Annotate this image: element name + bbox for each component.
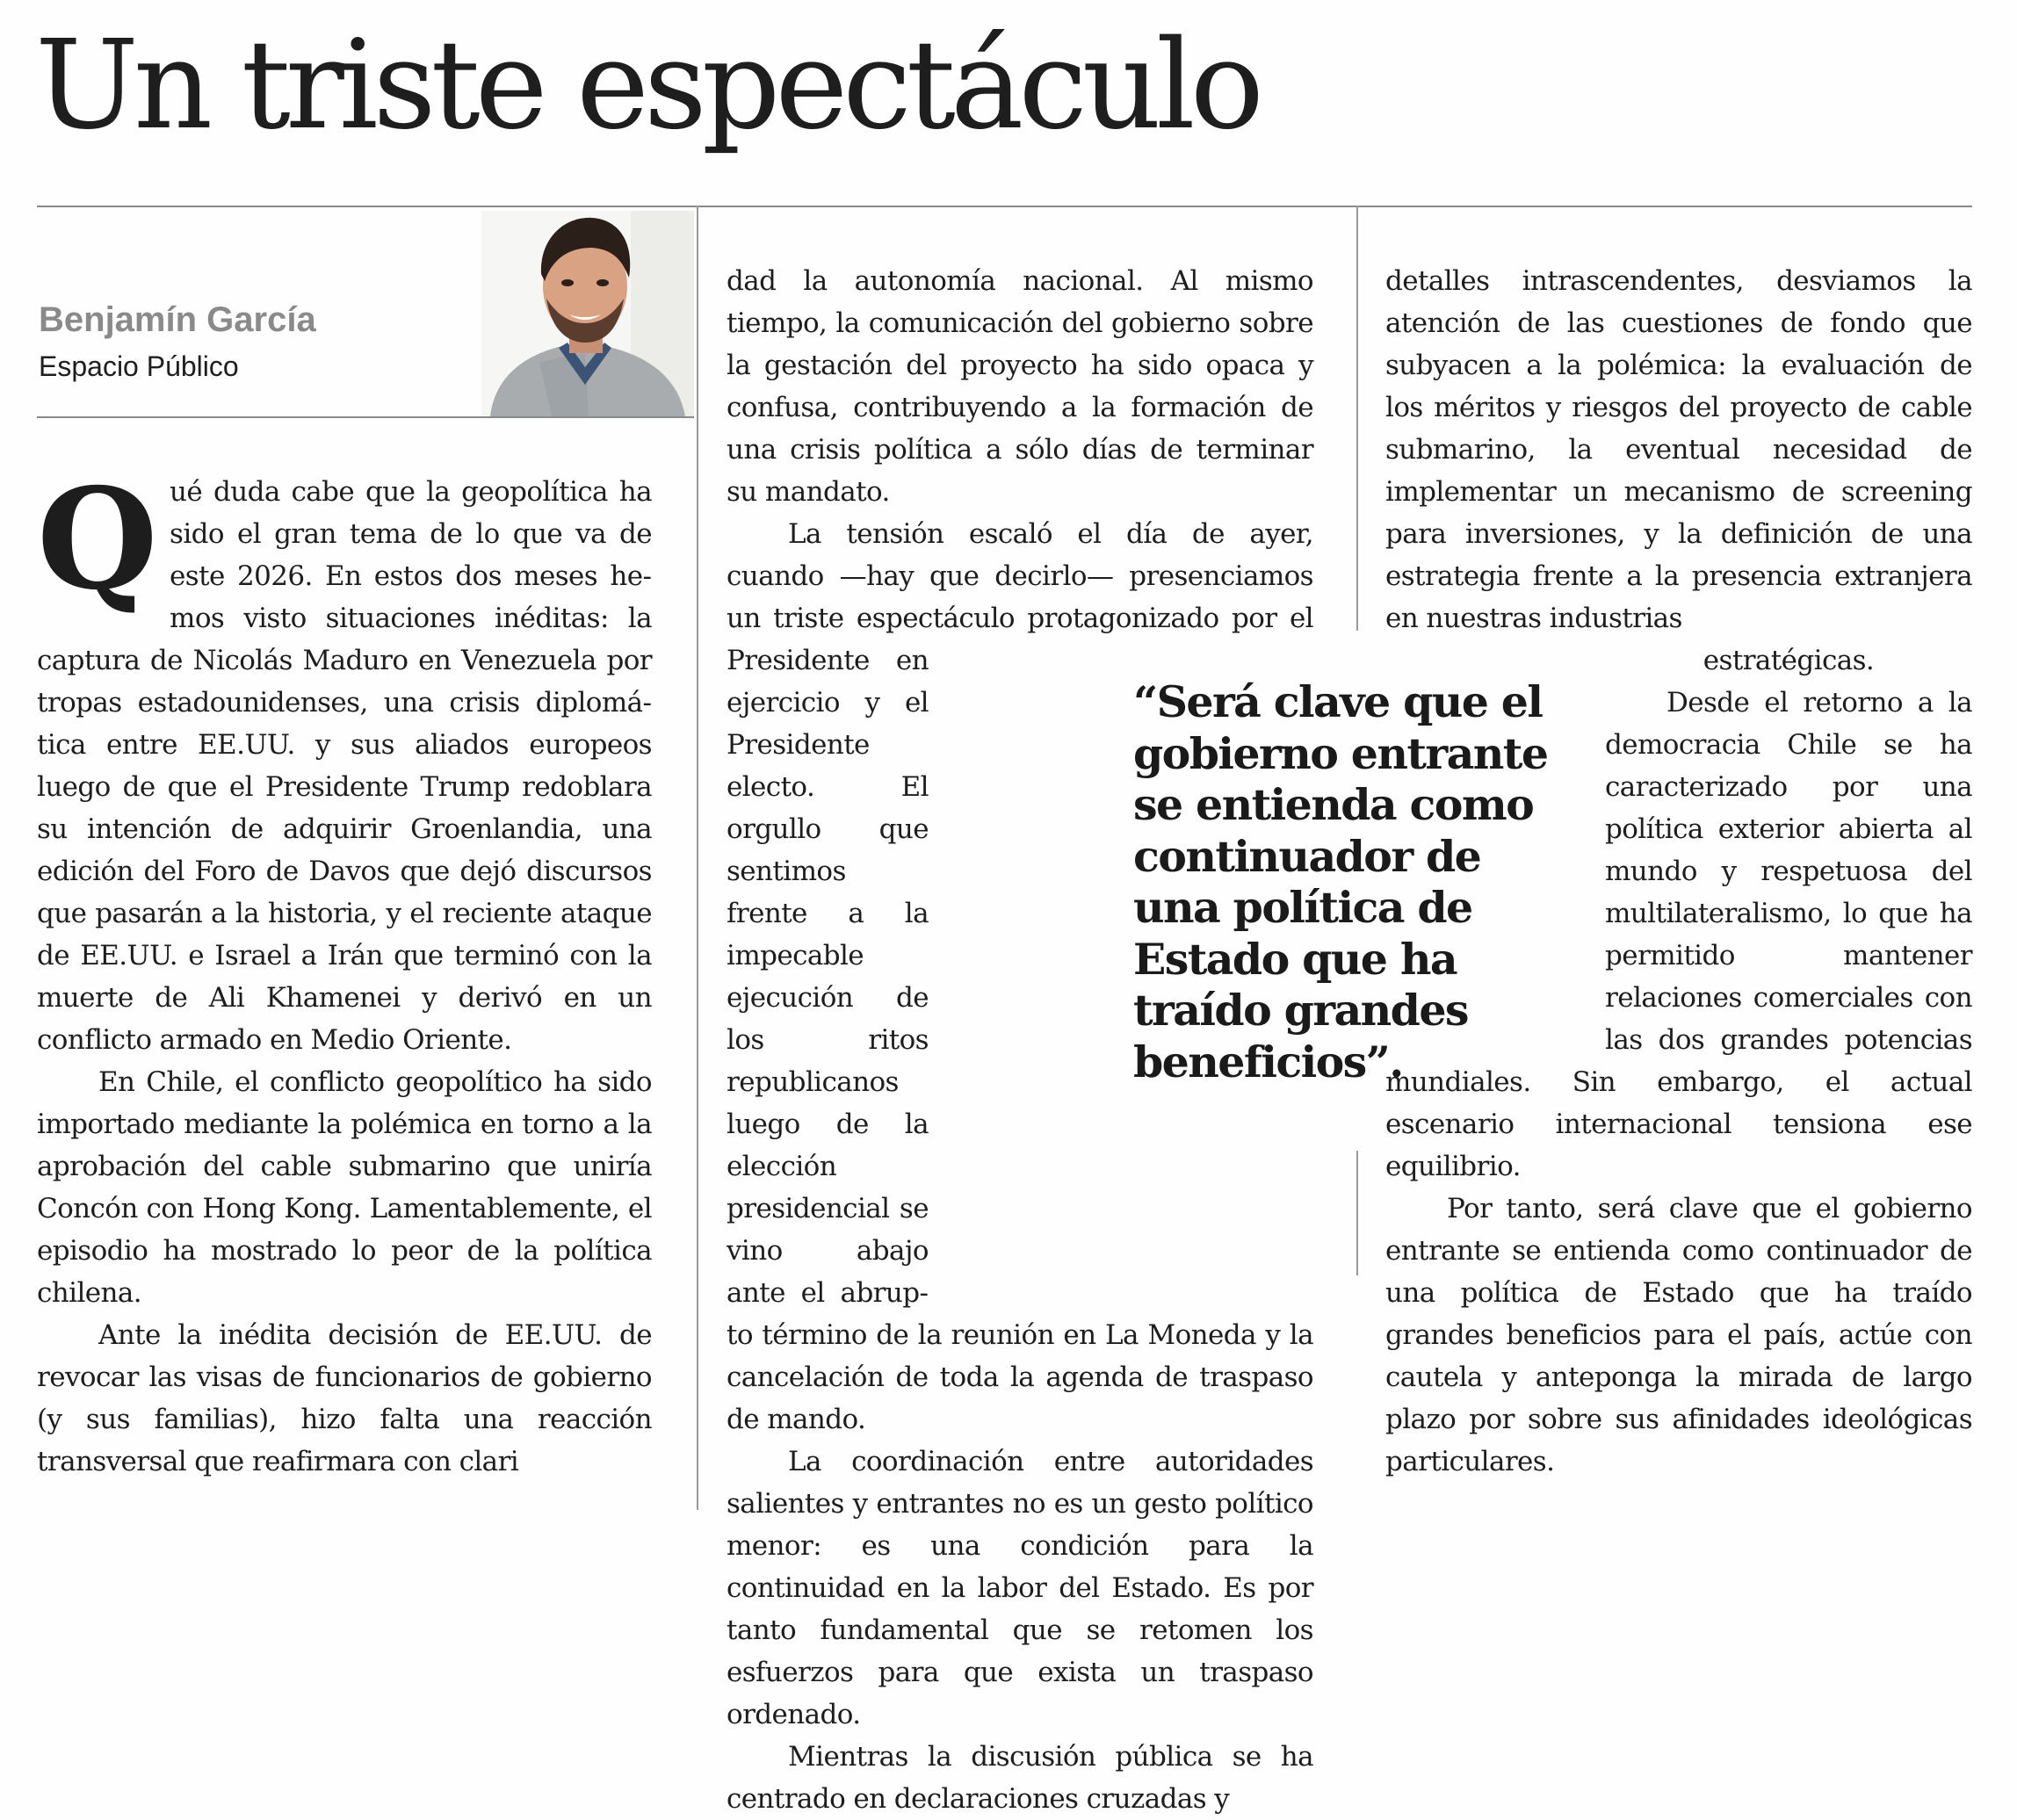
column-3-paragraph-1: detalles intrascendentes, desviamos la atención de las cuestiones de fondo que subyacen a la polémica: la evaluación de los méritos y riesgos del proyecto de cable submarino, la eventual necesidad de implementar un mecanismo de screening para inversiones, y la definición de una estrategia frente a la presencia extranjera en nuestras industrias [1385,265,1972,634]
column-2-paragraph-4: Mientras la discusión pública se ha centrado en declaraciones cruzadas y [727,1741,1313,1815]
column-1 [37,459,652,1483]
pull-quote: “Será clave que el gobierno entrante se entienda como continuador de una política de Estado que ha traído grandes beneficios”. [1133,676,1548,1087]
column-1-paragraph-2: En Chile, el conflicto geopolítico ha sido importado mediante la polémica en torno a la aprobación del cable submarino que uniría Concón con Hong Kong. Lamentablemente, el episodio ha mostrado lo peor de la política chilena. [37,1066,652,1309]
author-name: Benjamín García [39,300,316,339]
headline: Un triste espectáculo [35,14,1260,157]
column-divider-2-bottom [1356,1151,1358,1275]
column-2-paragraph-2: La tensión escaló el día de ayer, cuando —hay que decirlo— presenciamos un triste espectáculo protagonizado por el Presidente en ejercicio y el Presidente electo. El orgullo que sentimos frente a la impecable ejecución de los ritos republicanos luego de la elección presidencial se vino abajo ante el abrupto término de la reunión en La Moneda y la cancelación de toda la agenda de traspaso de mando. [727,518,1314,1435]
column-1-paragraph-1: ué duda cabe que la geopolítica ha sido el gran tema de lo que va de este 2026. En estos dos meses hemos visto situaciones inéditas: la captura de Nicolás Maduro en Venezuela por tropas estadounidenses, una crisis diplomática entre EE.UU. y sus aliados europeos luego de que el Presidente Trump redoblara su intención de adquirir Groenlandia, una edición del Foro de Davos que dejó discursos que pasarán a la historia, y el reciente ataque de EE.UU. e Israel a Irán que terminó con la muerte de Ali Khamenei y derivó en un conflicto armado en Medio Oriente. [37,476,652,1056]
drop-cap: Q [37,459,158,621]
column-3-paragraph-3: Por tanto, será clave que el gobierno entrante se entienda como continuador de una política de Estado que ha traído grandes beneficios para el país, actúe con cautela y anteponga la mirada de largo plazo por sobre sus afinidades ideológicas particulares. [1385,1193,1972,1477]
header-divider [37,206,1972,207]
column-1-paragraph-3: Ante la inédita decisión de EE.UU. de revocar las visas de funcionarios de gobierno (y sus familias), hizo falta una reacción transversal que reafirmara con clari [37,1319,652,1477]
author-portrait [481,211,694,416]
column-divider-2-top [1356,206,1358,631]
column-2-paragraph-1: dad la autonomía nacional. Al mismo tiempo, la comunicación del gobierno sobre la gestación del proyecto ha sido opaca y confusa, contribuyendo a la formación de una crisis política a sólo días de terminar su mandato. [727,265,1313,508]
column-divider-1 [697,206,698,1510]
column-2-paragraph-3: La coordinación entre autoridades salientes y entrantes no es un gesto político menor: es una condición para la continuidad en la labor del Estado. Es por tanto fundamental que se retomen los esfuerzos para que exista un traspaso ordenado. [727,1446,1313,1730]
column-3-paragraph-2: Desde el retorno a la democracia Chile se ha caracterizado por una política exterior abierta al mundo y respetuosa del multilateralismo, lo que ha permitido mantener relaciones comerciales con las dos grandes potencias mundiales. Sin embargo, el actual escenario internacional tensiona ese equilibrio. [1385,687,1972,1182]
author-organization: Espacio Público [39,350,239,382]
column-3-paragraph-1-end: estratégicas. [1703,645,1875,676]
byline-divider [37,416,694,418]
